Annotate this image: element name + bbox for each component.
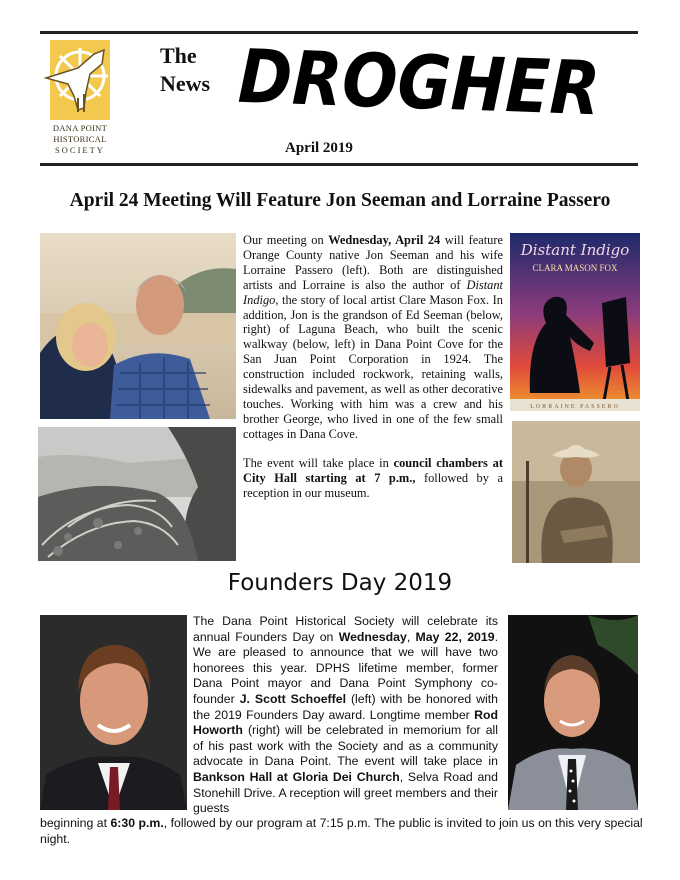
masthead-top-rule xyxy=(40,31,638,34)
logo-text: DANA POINT HISTORICAL SOCIETY xyxy=(52,123,108,155)
masthead-title xyxy=(232,33,651,135)
photo-historic-walkway xyxy=(38,427,236,561)
article-founders-day-body: The Dana Point Historical Society will celebrate its annual Founders Day on Wednesday, May 22, 2019. We are pleased to announce that we will have two honorees this year. DPHS lifetime member, former Dana Point mayor and Dana Point Symphony co-founder J. Scott Schoeffel (left) with be honored with the 2019 Founders Day award. Longtime member Rod Howorth (right) will be celebrated in memorium for all of his past work with the Society and as a community advocate in Dana Point. The event will take place in Bankson Hall at Gloria Dei Church, Selva Road and Stonehill Drive. A reception will greet members and their guests xyxy=(193,614,498,816)
photo-ed-seeman xyxy=(512,421,640,563)
photo-j-scott-schoeffel xyxy=(40,615,187,810)
photo-seeman-passero xyxy=(40,233,236,419)
paragraph-meeting-location: The event will take place in council chambers at City Hall starting at 7 p.m., followed by a reception in our museum. xyxy=(243,455,503,500)
article-april-meeting-body xyxy=(243,233,503,500)
headline-april-meeting: April 24 Meeting Will Feature Jon Seeman and Lorraine Passero xyxy=(69,190,611,211)
article-founders-day-body-continued: beginning at 6:30 p.m., followed by our program at 7:15 p.m. The public is invited to join us on this very special night. xyxy=(40,816,643,846)
svg-text:DROGHER: DROGHER xyxy=(236,33,651,135)
issue-date: April 2019 xyxy=(285,140,353,156)
headline-founders-day: Founders Day 2019 xyxy=(227,570,453,596)
book-cover-distant-indigo xyxy=(510,233,640,411)
masthead-bottom-rule xyxy=(40,163,638,166)
photo-rod-howorth xyxy=(508,615,638,810)
svg-text:LORRAINE PASSERO: LORRAINE PASSERO xyxy=(530,404,620,410)
svg-text:CLARA MASON FOX: CLARA MASON FOX xyxy=(532,263,618,273)
the-news-label: The News xyxy=(160,43,211,96)
paragraph-meeting-intro: Our meeting on Wednesday, April 24 will feature Orange County native Jon Seeman and his wife Lorraine Passero (left). Both are distinguished artists and Lorraine is also the author of Distant Indigo, the story of local artist Clare Mason Fox. In addition, Jon is the grandson of Ed Seeman (below, right) of Laguna Beach, who built the scenic walkway (below, left) in Dana Point Cove for the San Juan Point Corporation in 1924. The construction included rockwork, retaining walls, sidewalks and pavement, as well as other decorative touches. Working with him was a crew and his brother George, who lived in one of the few small cottages in Dana Cove. xyxy=(243,233,503,441)
svg-text:Distant Indigo: Distant Indigo xyxy=(520,241,630,259)
